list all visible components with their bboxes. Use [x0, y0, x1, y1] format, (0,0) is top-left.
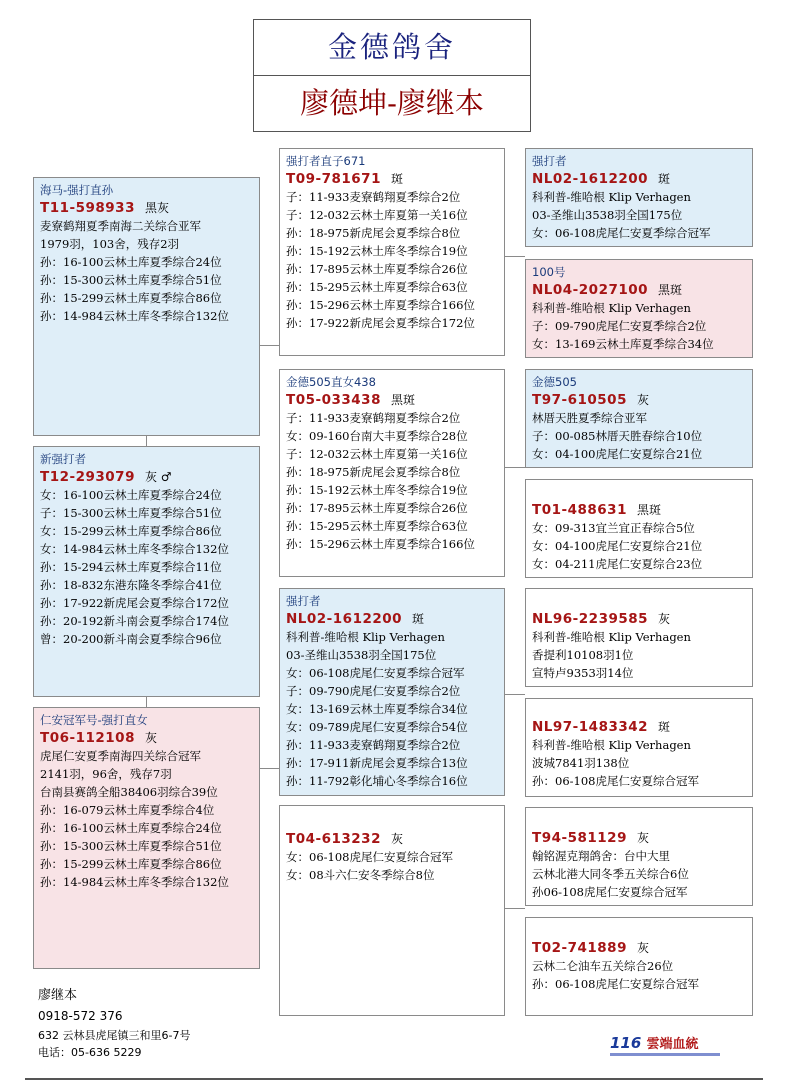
ring-number: T02-741889: [532, 940, 627, 956]
pedigree-card-sire-sire-sire: [525, 148, 753, 247]
owner-name: 廖继本: [38, 988, 78, 1003]
plumage-color: 灰: [636, 941, 649, 955]
card-line: 子：15-300云林土库夏季综合51位: [40, 506, 222, 520]
ring-number: T12-293079: [40, 469, 135, 485]
card-line: 孙：15-296云林土库夏季综合166位: [286, 298, 475, 312]
card-line: 女：13-169云林土库夏季综合34位: [532, 337, 714, 351]
pedigree-card-dam: [33, 707, 260, 969]
plumage-color: 斑: [412, 612, 425, 626]
plumage-color: 黑斑: [636, 503, 661, 517]
card-line: 孙：11-792彰化埔心冬季综合16位: [286, 774, 468, 788]
card-line: 林厝天胜夏季综合亚军: [532, 411, 647, 425]
card-line: 女：04-100虎尾仁安夏综合21位: [532, 447, 703, 461]
card-line: 子：09-790虎尾仁安夏季综合2位: [286, 684, 461, 698]
card-line: 03-圣维山3538羽全国175位: [286, 648, 437, 662]
connector-line: [146, 436, 147, 446]
card-line: 孙：15-192云林土库冬季综合19位: [286, 244, 468, 258]
card-line: 孙：15-295云林土库夏季综合63位: [286, 280, 468, 294]
card-line: 孙：15-295云林土库夏季综合63位: [286, 519, 468, 533]
plumage-color: 斑: [658, 172, 671, 186]
card-line: 麦寮鹤翔夏季南海二关综合亚军: [40, 219, 201, 233]
card-line: 科利普-维哈根 Klip Verhagen: [532, 190, 691, 204]
connector-line: [259, 768, 279, 769]
card-line: 女：08斗六仁安冬季综合8位: [286, 868, 435, 882]
owners-name: 廖德坤-廖继本: [300, 86, 484, 120]
plumage-color: 灰 ♂: [144, 470, 172, 484]
brand-logo: [610, 1033, 699, 1052]
card-role: 强打者: [286, 594, 321, 608]
card-line: 孙：06-108虎尾仁安夏综合冠军: [532, 977, 699, 991]
pedigree-card-self: [33, 177, 260, 436]
card-line: 子：12-032云林土库夏第一关16位: [286, 447, 468, 461]
card-line: 孙：20-192新斗南会夏季综合174位: [40, 614, 229, 628]
pedigree-card-dam-sire-dam: [525, 698, 753, 797]
card-line: 波城7841羽138位: [532, 756, 630, 770]
plumage-color: 黑斑: [390, 393, 415, 407]
card-line: 孙：06-108虎尾仁安夏综合冠军: [532, 774, 699, 788]
card-role: 金德505直女438: [286, 375, 376, 389]
card-line: 孙：15-294云林土库夏季综合11位: [40, 560, 222, 574]
connector-line: [504, 908, 525, 909]
card-line: 03-圣维山3538羽全国175位: [532, 208, 683, 222]
card-line: 宣特卢9353羽14位: [532, 666, 634, 680]
card-role: 强打者: [532, 154, 567, 168]
card-line: 2141羽，96舍，残存7羽: [40, 767, 172, 781]
card-line: 科利普-维哈根 Klip Verhagen: [532, 630, 691, 644]
card-line: 子：11-933麦寮鹤翔夏季综合2位: [286, 190, 461, 204]
ring-number: NL02-1612200: [286, 611, 403, 627]
connector-line: [504, 694, 525, 695]
owner-address: 632 云林县虎尾镇三和里6-7号: [38, 1029, 191, 1042]
card-line: 科利普-维哈根 Klip Verhagen: [532, 738, 691, 752]
ring-number: T09-781671: [286, 171, 381, 187]
card-line: 孙：14-984云林土库冬季综合132位: [40, 875, 229, 889]
owner-tel: 电话：05-636 5229: [38, 1046, 142, 1059]
plumage-color: 灰: [390, 832, 403, 846]
card-line: 云林二仑油车五关综合26位: [532, 959, 674, 973]
card-line: 孙：15-300云林土库夏季综合51位: [40, 273, 222, 287]
plumage-color: 灰: [658, 612, 671, 626]
card-line: 女：13-169云林土库夏季综合34位: [286, 702, 468, 716]
card-line: 孙：15-300云林土库夏季综合51位: [40, 839, 222, 853]
plumage-color: 斑: [390, 172, 403, 186]
connector-line: [504, 256, 525, 257]
connector-line: [146, 697, 147, 707]
card-line: 孙06-108虎尾仁安夏综合冠军: [532, 885, 688, 899]
loft-name: 金德鸽舍: [254, 20, 530, 76]
ring-number: T97-610505: [532, 392, 627, 408]
pedigree-card-sire-sire-dam: [525, 259, 753, 358]
pedigree-card-sire-sire: [279, 148, 505, 356]
plumage-color: 灰: [144, 731, 157, 745]
card-line: 孙：16-100云林土库夏季综合24位: [40, 255, 222, 269]
plumage-color: 灰: [636, 393, 649, 407]
ring-number: T01-488631: [532, 502, 627, 518]
card-line: 孙：15-192云林土库冬季综合19位: [286, 483, 468, 497]
pedigree-card-dam-dam-sire: [525, 807, 753, 906]
card-line: 子：11-933麦寮鹤翔夏季综合2位: [286, 411, 461, 425]
plumage-color: 黑灰: [144, 201, 169, 215]
card-role: 仁安冠军号-强打直女: [40, 713, 148, 727]
connector-line: [259, 345, 279, 346]
card-line: 孙：17-895云林土库夏季综合26位: [286, 262, 468, 276]
card-line: 孙：16-100云林土库夏季综合24位: [40, 821, 222, 835]
connector-line: [504, 467, 525, 468]
card-line: 女：06-108虎尾仁安夏季综合冠军: [286, 666, 465, 680]
card-line: 女：09-789虎尾仁安夏季综合54位: [286, 720, 468, 734]
logo-text: 雲端血統: [646, 1037, 699, 1052]
title-box: [253, 19, 531, 132]
pedigree-card-dam-sire-sire: [525, 588, 753, 687]
pedigree-card-sire-dam-sire: [525, 369, 753, 468]
card-line: 女：14-984云林土库冬季综合132位: [40, 542, 229, 556]
card-line: 香提利10108羽1位: [532, 648, 634, 662]
owner-info: [38, 985, 190, 1061]
plumage-color: 斑: [658, 720, 671, 734]
card-line: 孙：18-832东港东隆冬季综合41位: [40, 578, 222, 592]
ring-number: NL96-2239585: [532, 611, 649, 627]
plumage-color: 黑斑: [658, 283, 683, 297]
card-line: 女：04-211虎尾仁安夏综合23位: [532, 557, 703, 571]
card-line: 孙：16-079云林土库夏季综合4位: [40, 803, 215, 817]
card-line: 孙：15-299云林土库夏季综合86位: [40, 857, 222, 871]
pedigree-card-sire-dam: [279, 369, 505, 577]
card-role: 金德505: [532, 375, 577, 389]
pedigree-card-sire-dam-dam: [525, 479, 753, 578]
card-line: 女：06-108虎尾仁安夏季综合冠军: [532, 226, 711, 240]
card-line: 孙：14-984云林土库冬季综合132位: [40, 309, 229, 323]
ring-number: T04-613232: [286, 831, 381, 847]
card-role: 100号: [532, 265, 566, 279]
pedigree-card-dam-dam: [279, 805, 505, 1016]
card-line: 翰铭渥克翔鸽舍：台中大里: [532, 849, 670, 863]
card-line: 孙：17-922新虎尾会夏季综合172位: [286, 316, 475, 330]
ring-number: NL04-2027100: [532, 282, 649, 298]
card-line: 子：12-032云林土库夏第一关16位: [286, 208, 468, 222]
card-line: 孙：17-895云林土库夏季综合26位: [286, 501, 468, 515]
card-line: 女：09-160台南大丰夏季综合28位: [286, 429, 468, 443]
ring-number: T05-033438: [286, 392, 381, 408]
plumage-color: 灰: [636, 831, 649, 845]
logo-underline: [610, 1053, 720, 1056]
logo-number: 116: [610, 1034, 642, 1052]
card-line: 科利普-维哈根 Klip Verhagen: [532, 301, 691, 315]
card-line: 科利普-维哈根 Klip Verhagen: [286, 630, 445, 644]
card-line: 云林北港大同冬季五关综合6位: [532, 867, 689, 881]
card-line: 子：00-085林厝天胜春综合10位: [532, 429, 703, 443]
ring-number: NL02-1612200: [532, 171, 649, 187]
card-role: 强打者直子671: [286, 154, 366, 168]
card-line: 女：15-299云林土库夏季综合86位: [40, 524, 222, 538]
card-line: 孙：18-975新虎尾会夏季综合8位: [286, 226, 461, 240]
ring-number: T06-112108: [40, 730, 135, 746]
card-line: 孙：15-299云林土库夏季综合86位: [40, 291, 222, 305]
card-line: 孙：18-975新虎尾会夏季综合8位: [286, 465, 461, 479]
card-line: 子：09-790虎尾仁安夏季综合2位: [532, 319, 707, 333]
card-line: 曾：20-200新斗南会夏季综合96位: [40, 632, 222, 646]
card-line: 女：09-313宜兰宜正春综合5位: [532, 521, 695, 535]
card-line: 女：16-100云林土库夏季综合24位: [40, 488, 222, 502]
pedigree-card-dam-dam-dam: [525, 917, 753, 1016]
card-line: 孙：15-296云林土库夏季综合166位: [286, 537, 475, 551]
ring-number: T11-598933: [40, 200, 135, 216]
ring-number: T94-581129: [532, 830, 627, 846]
card-line: 女：06-108虎尾仁安夏综合冠军: [286, 850, 453, 864]
card-line: 孙：17-922新虎尾会夏季综合172位: [40, 596, 229, 610]
owner-phone: 0918-572 376: [38, 1009, 123, 1023]
card-role: 新强打者: [40, 452, 86, 466]
pedigree-card-sire: [33, 446, 260, 697]
card-role: 海马-强打直孙: [40, 183, 114, 197]
ring-number: NL97-1483342: [532, 719, 649, 735]
bottom-divider: [25, 1078, 763, 1080]
card-line: 1979羽，103舍，残存2羽: [40, 237, 180, 251]
pedigree-card-dam-sire: [279, 588, 505, 796]
card-line: 虎尾仁安夏季南海四关综合冠军: [40, 749, 201, 763]
card-line: 台南县赛鸽全船38406羽综合39位: [40, 785, 218, 799]
card-line: 孙：17-911新虎尾会夏季综合13位: [286, 756, 468, 770]
card-line: 孙：11-933麦寮鹤翔夏季综合2位: [286, 738, 461, 752]
card-line: 女：04-100虎尾仁安夏综合21位: [532, 539, 703, 553]
